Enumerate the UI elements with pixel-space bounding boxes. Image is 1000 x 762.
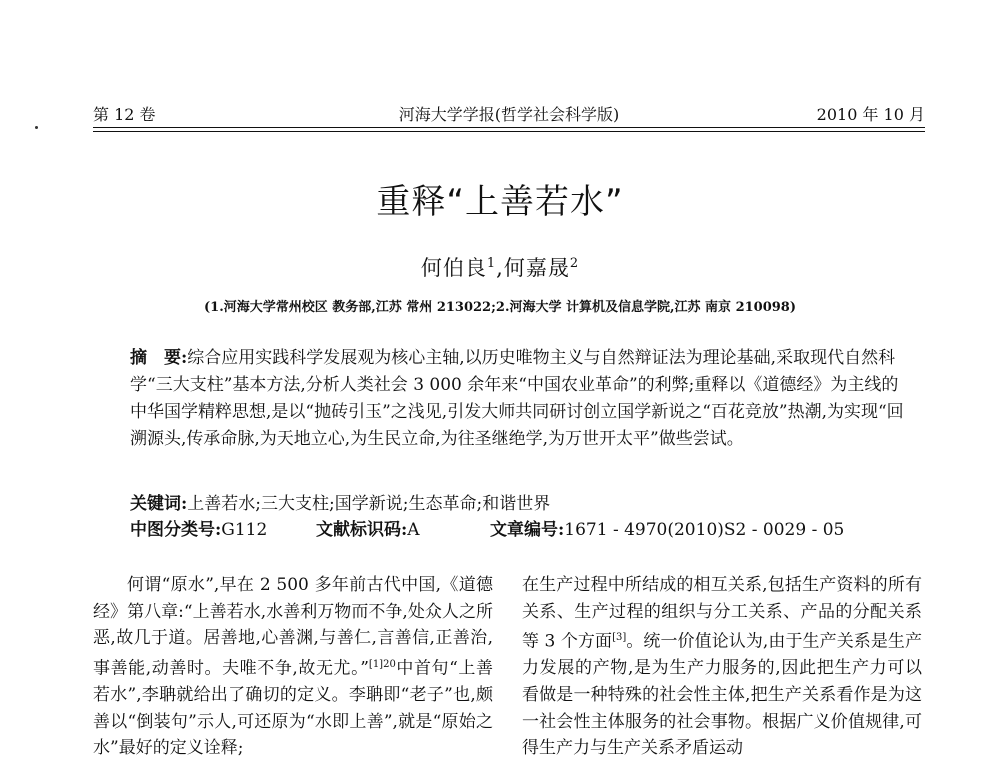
abstract-label: 摘 要: [130,348,188,368]
left-citation: [1]20 [368,658,396,670]
doc-code-label: 文献标识码: [316,520,408,540]
affiliation-line: (1.河海大学常州校区 教务部,江苏 常州 213022;2.河海大学 计算机及信息学院,江苏 南京 210098) [204,300,796,315]
right-paragraph-part1: 在生产过程中所结成的相互关系,包括生产资料的所有关系、生产过程的组织与分工关系、产品的分配关系等 3 个方面 [522,575,922,652]
left-paragraph-part1: 何谓“原水”,早在 2 500 多年前古代中国,《道德经》第八章:“上善若水,水善利万物而不争,处众人之所恶,故几于道。居善地,心善渊,与善仁,言善信,正善治,事善能,动善时。夫唯不争,故无尤。” [93,575,493,679]
keywords-label: 关键词: [130,494,188,514]
header-journal: 河海大学学报(哲学社会科学版) [398,105,620,124]
right-paragraph-part2: 。统一价值论认为,由于生产关系是生产力发展的产物,是为生产力服务的,因此把生产力可以看做是一种特殊的社会性主体,把生产关系看作是为这一社会性主体服务的社会事物。根据广义价值规律,可得生产力与生产关系矛盾运动 [522,631,923,759]
doc-code-value: A [407,520,420,540]
author-2: 何嘉晟 [503,256,570,280]
abstract [130,345,910,453]
header-volume: 第 12 卷 [93,105,156,124]
header-date: 2010 年 10 月 [816,105,925,124]
running-header [93,104,925,126]
body-column-right [522,572,922,762]
author-1: 何伯良 [420,256,487,280]
classification-line [130,517,845,543]
author-2-affiliation-mark: 2 [569,256,580,271]
left-paragraph-part2: 中首句“上善若水”,李聃就给出了确切的定义。李聃即“老子”也,颇善以“倒装句”示人,可还原为“水即上善”,就是“原始之水”最好的定义诠释; [93,658,494,759]
clc-label: 中图分类号: [130,520,222,540]
article-number-value: 1671 - 4970(2010)S2 - 0029 - 05 [564,520,845,540]
header-rule-thick [93,127,925,128]
doc-code-group [316,517,420,543]
scan-speck [35,126,38,129]
header-rule-thin [93,131,925,132]
article-number-group [490,517,844,543]
keywords-text: 上善若水;三大支柱;国学新说;生态革命;和谐世界 [187,494,551,514]
author-separator: , [496,256,504,280]
article-number-label: 文章编号: [490,520,565,540]
keywords-line [130,491,550,517]
clc-group [130,520,267,540]
right-citation: [3] [612,632,627,644]
paper-title: 重释“上善若水” [376,182,624,222]
abstract-text: 综合应用实践科学发展观为核心主轴,以历史唯物主义与自然辩证法为理论基础,采取现代自然科学“三大支柱”基本方法,分析人类社会 3 000 余年来“中国农业革命”的利弊;重释以《道德经》为主线的中华国学精粹思想,是以“抛砖引玉”之浅见,引发大师共同研讨创立国学新说之“百花竞放”热潮,为实现“回溯源头,传承命脉,为天地立心,为生民立命,为往圣继绝学,为万世开太平”做些尝试。 [130,348,904,449]
body-column-left [93,572,493,762]
author-1-affiliation-mark: 1 [486,256,497,271]
author-line [0,250,1000,282]
clc-value: G112 [221,520,268,540]
